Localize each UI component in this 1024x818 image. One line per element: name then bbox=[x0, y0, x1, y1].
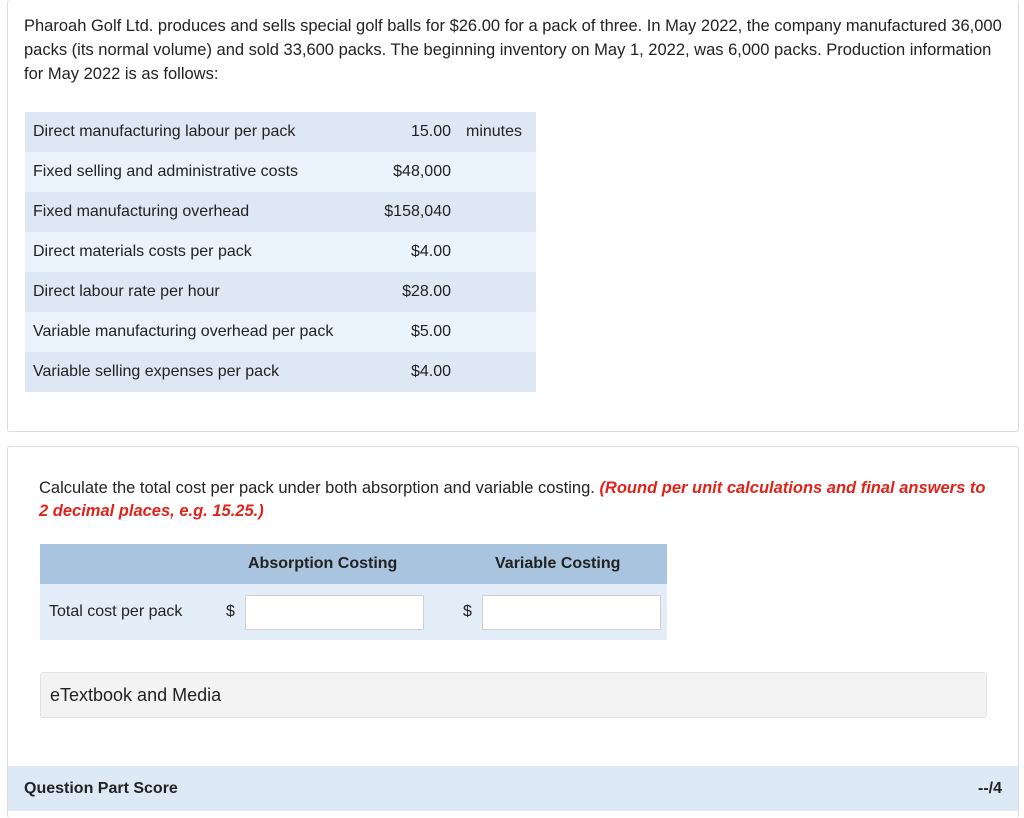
production-info-row bbox=[25, 112, 536, 152]
question-prompt: Calculate the total cost per pack under both absorption and variable costing. bbox=[39, 479, 595, 497]
answer-row bbox=[40, 584, 667, 640]
row-value: $158,040 bbox=[365, 192, 451, 232]
production-info-row bbox=[25, 232, 536, 272]
row-value: $48,000 bbox=[365, 152, 451, 192]
row-label: Direct materials costs per pack bbox=[25, 232, 365, 272]
row-value: $4.00 bbox=[365, 232, 451, 272]
question-part-card bbox=[7, 446, 1019, 818]
row-unit bbox=[451, 312, 536, 352]
row-unit bbox=[451, 352, 536, 392]
production-info-row bbox=[25, 312, 536, 352]
production-info-row bbox=[25, 192, 536, 232]
variable-currency-symbol: $ bbox=[463, 603, 472, 620]
question-part-score-label: Question Part Score bbox=[24, 780, 178, 797]
production-info-row bbox=[25, 272, 536, 312]
row-unit bbox=[451, 152, 536, 192]
row-label: Fixed selling and administrative costs bbox=[25, 152, 365, 192]
problem-intro-text: Pharoah Golf Ltd. produces and sells special golf balls for $26.00 for a pack of three. In May 2022, the company manufactured 36,000 packs (its normal volume) and sold 33,600 packs. The beginning inventory on May 1, 2022, was 6,000 packs. Production information for May 2022 is as follows: bbox=[24, 17, 1002, 83]
problem-card bbox=[7, 0, 1019, 432]
row-value: 15.00 bbox=[365, 112, 451, 152]
production-info-table bbox=[25, 112, 536, 392]
total-cost-per-pack-label: Total cost per pack bbox=[49, 603, 183, 620]
variable-costing-header: Variable Costing bbox=[495, 555, 621, 572]
row-value: $5.00 bbox=[365, 312, 451, 352]
question-part-score-bar bbox=[8, 766, 1018, 811]
row-value: $4.00 bbox=[365, 352, 451, 392]
answer-table-header bbox=[40, 544, 667, 584]
row-unit bbox=[451, 272, 536, 312]
production-info-row bbox=[25, 352, 536, 392]
row-unit bbox=[451, 232, 536, 272]
row-value: $28.00 bbox=[365, 272, 451, 312]
row-label: Variable manufacturing overhead per pack bbox=[25, 312, 365, 352]
absorption-cost-input[interactable] bbox=[245, 595, 424, 630]
production-info-row bbox=[25, 152, 536, 192]
row-label: Direct labour rate per hour bbox=[25, 272, 365, 312]
absorption-costing-header: Absorption Costing bbox=[248, 555, 398, 572]
question-text bbox=[39, 477, 989, 523]
row-unit bbox=[451, 192, 536, 232]
absorption-currency-symbol: $ bbox=[226, 603, 235, 620]
question-part-score-value: --/4 bbox=[978, 780, 1002, 797]
row-label: Direct manufacturing labour per pack bbox=[25, 112, 365, 152]
row-label: Fixed manufacturing overhead bbox=[25, 192, 365, 232]
answer-table bbox=[40, 544, 667, 640]
row-label: Variable selling expenses per pack bbox=[25, 352, 365, 392]
row-unit: minutes bbox=[451, 112, 536, 152]
rounding-hint: (Round per unit calculations and final answers to 2 decimal places, e.g. 15.25.) bbox=[39, 479, 986, 520]
etextbook-media-button[interactable]: eTextbook and Media bbox=[40, 672, 987, 718]
variable-cost-input[interactable] bbox=[482, 595, 661, 630]
